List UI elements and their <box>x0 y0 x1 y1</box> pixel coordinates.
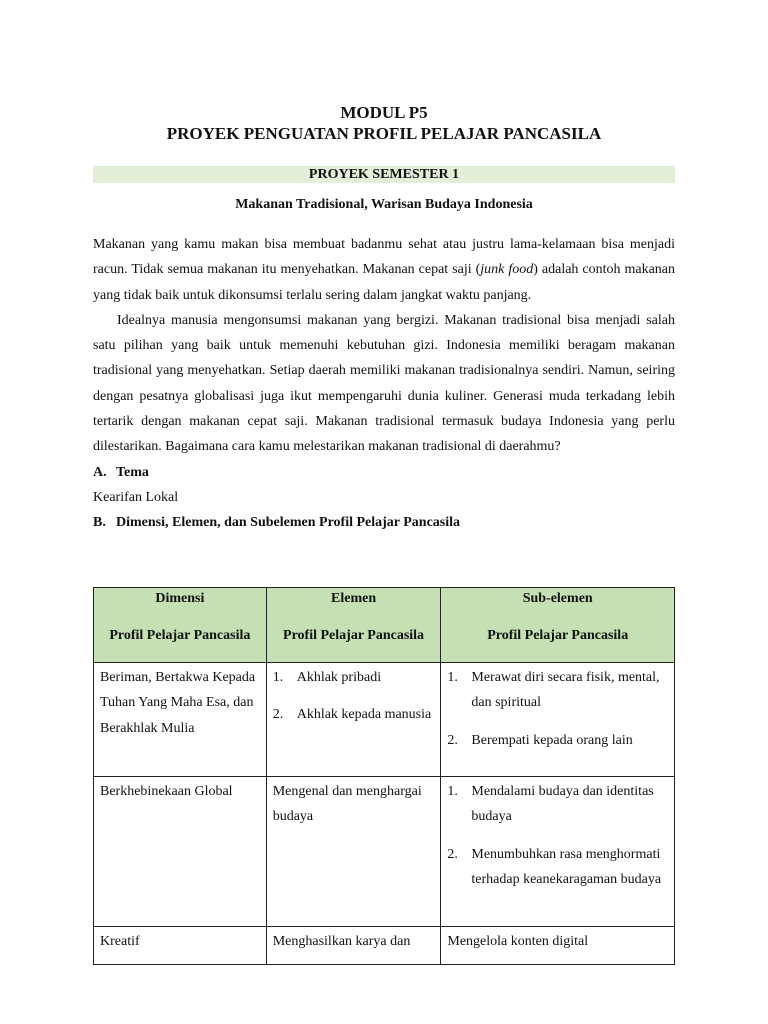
list-item: 1. Mendalami budaya dan identitas budaya <box>447 784 654 825</box>
table-row <box>94 663 675 777</box>
table-header-row <box>94 588 675 663</box>
cell-dimensi: Berkhebinekaan Global <box>94 777 267 927</box>
profile-table <box>93 587 675 965</box>
list-item: 2. Berempati kepada orang lain <box>447 732 633 748</box>
module-title: MODUL P5 <box>340 103 428 122</box>
cell-subelemen: Mengelola konten digital <box>441 927 675 965</box>
intro-paragraph-1: Makanan yang kamu makan bisa membuat badanmu sehat atau justru lama-kelamaan bisa menjadi racun. Tidak semua makanan itu menyehatkan. Makanan cepat saji (junk food) adalah contoh makanan yang tidak baik untuk dikonsumsi terlalu sering dalam jangkat waktu panjang. <box>93 237 676 303</box>
list-item: 2. Menumbuhkan rasa menghormati terhadap keanekaragaman budaya <box>447 846 662 887</box>
table-row <box>94 927 675 965</box>
document-body <box>93 232 675 536</box>
section-b-heading: B. Dimensi, Elemen, dan Subelemen Profil Pelajar Pancasila <box>93 515 461 531</box>
cell-elemen: Mengenal dan menghargai budaya <box>266 777 441 927</box>
project-title: Makanan Tradisional, Warisan Budaya Indonesia <box>235 197 533 212</box>
intro-paragraph-2: Idealnya manusia mengonsumsi makanan yang bergizi. Makanan tradisional bisa menjadi salah satu pilihan yang baik untuk memenuhi kebutuhan gizi. Indonesia memiliki beragam makanan tradisional yang menyehatkan. Setiap daerah memiliki makanan tradisionalnya sendiri. Namun, seiring dengan pesatnya globalisasi juga ikut mempengaruhi dunia kuliner. Generasi muda terkadang lebih tertarik dengan makanan cepat saji. Makanan tradisional termasuk budaya Indonesia yang perlu dilestarikan. Bagaimana cara kamu melestarikan makanan tradisional di daerahmu? <box>93 312 675 455</box>
cell-dimensi: Kreatif <box>94 927 267 965</box>
semester-band: PROYEK SEMESTER 1 <box>93 166 675 183</box>
header-elemen: Elemen Profil Pelajar Pancasila <box>266 588 441 663</box>
cell-elemen: Menghasilkan karya dan <box>266 927 441 965</box>
header-subelemen: Sub-elemen Profil Pelajar Pancasila <box>441 588 675 663</box>
header-dimensi: Dimensi Profil Pelajar Pancasila <box>94 588 267 663</box>
module-subtitle: PROYEK PENGUATAN PROFIL PELAJAR PANCASILA <box>166 124 602 143</box>
section-a-value: Kearifan Lokal <box>93 489 179 505</box>
list-item: 1. Akhlak pribadi <box>272 670 382 685</box>
cell-dimensi: Beriman, Bertakwa Kepada Tuhan Yang Maha Esa, dan Berakhlak Mulia <box>94 663 267 777</box>
cell-subelemen <box>441 663 675 777</box>
list-item: 1. Merawat diri secara fisik, mental, dan spiritual <box>447 670 660 711</box>
list-item: 2. Akhlak kepada manusia <box>272 707 432 723</box>
cell-elemen <box>266 663 441 777</box>
table-row <box>94 777 675 927</box>
section-a-heading: A. Tema <box>93 464 149 480</box>
cell-subelemen <box>441 777 675 927</box>
